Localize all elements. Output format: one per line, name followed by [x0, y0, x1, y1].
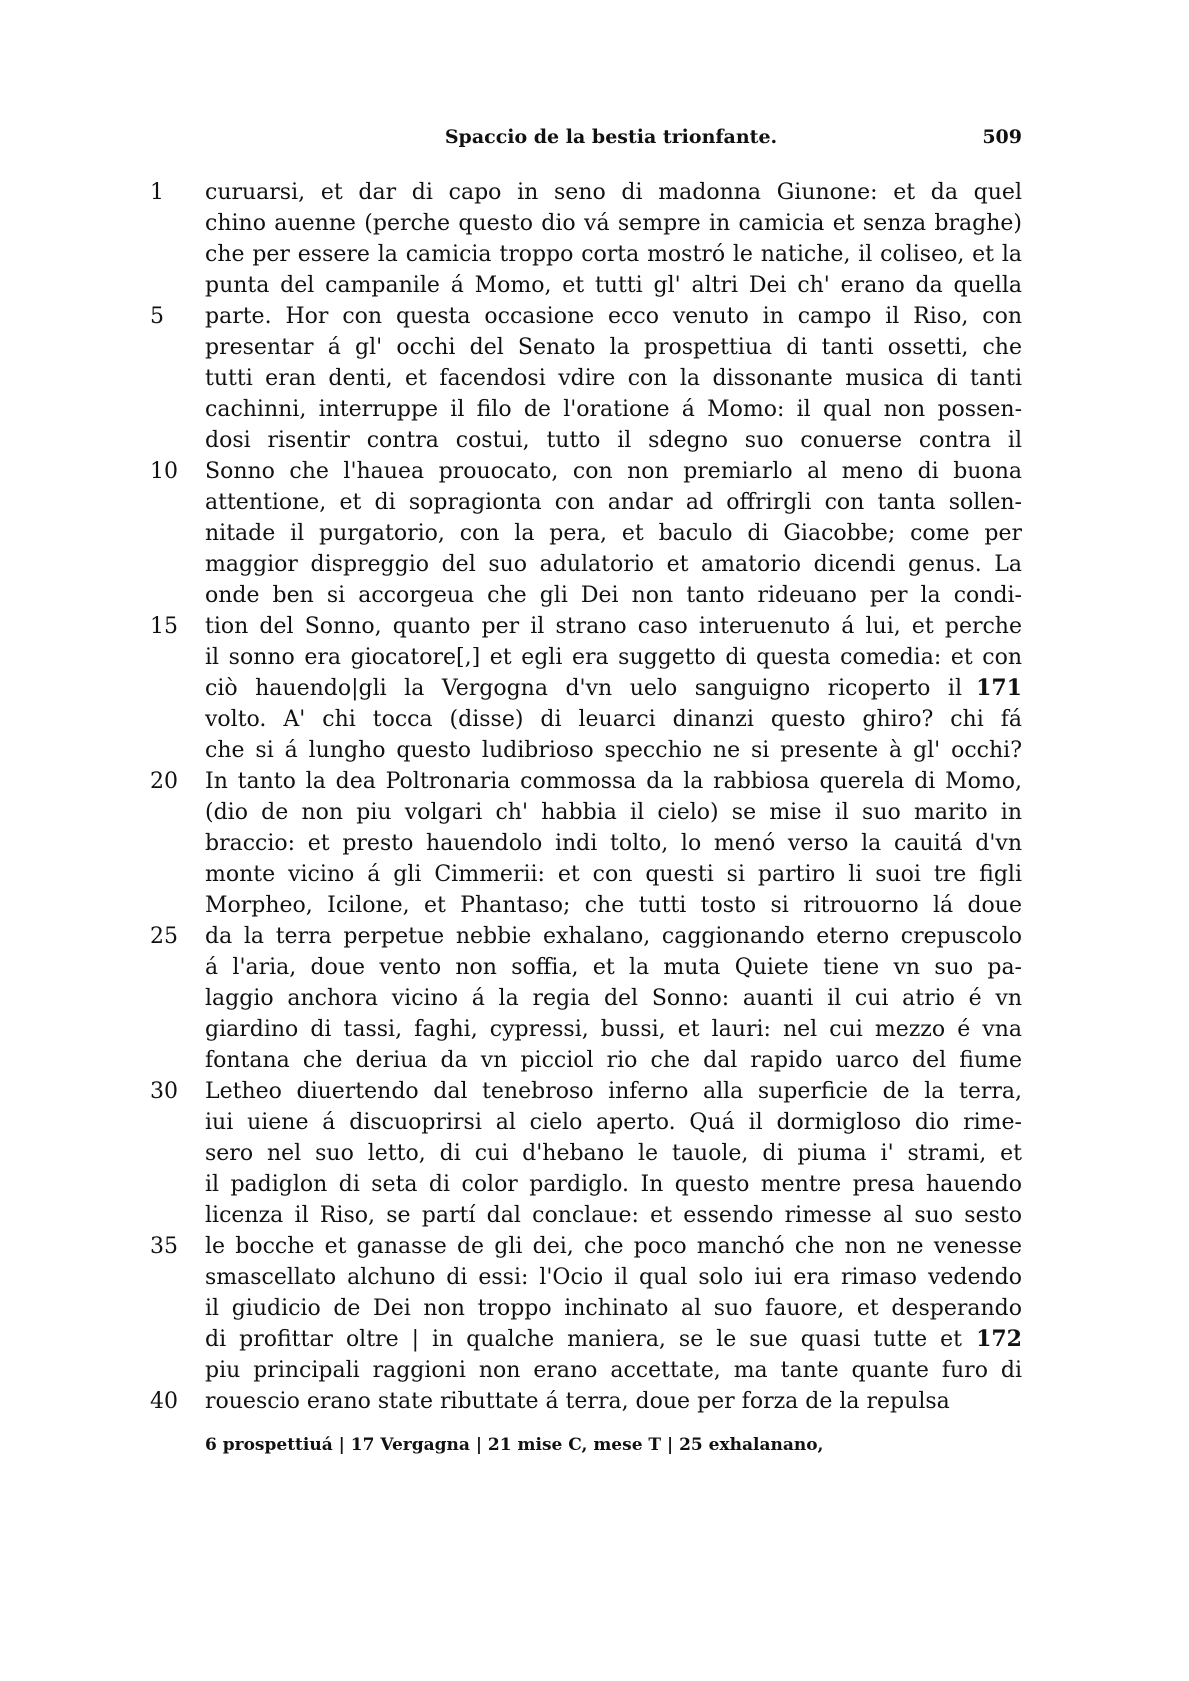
- text-line: [150, 363, 1022, 394]
- line-text: braccio: et presto hauendolo indi tolto, lo menó verso la cauitá d'vn: [205, 831, 1022, 856]
- line-text: nitade il purgatorio, con la pera, et baculo di Giacobbe; come per: [205, 521, 1022, 546]
- text-line: [150, 301, 1022, 332]
- original-page-reference: 171: [976, 675, 1022, 701]
- line-text: iui uiene á discuoprirsi al cielo aperto. Quá il dormigloso dio rime-: [205, 1110, 1022, 1135]
- line-text: onde ben si accorgeua che gli Dei non tanto rideuano per la condi-: [205, 583, 1022, 608]
- line-number: 1: [150, 180, 164, 205]
- text-line: [150, 1231, 1022, 1262]
- line-text: che per essere la camicia troppo corta mostró le natiche, il coliseo, et la: [205, 242, 1022, 267]
- line-text: di profittar oltre | in qualche maniera, se le sue quasi tutte et: [205, 1327, 962, 1352]
- line-text: ciò hauendo|gli la Vergogna d'vn uelo sanguigno ricoperto il: [205, 676, 962, 701]
- line-text: parte. Hor con questa occasione ecco venuto in campo il Riso, con: [205, 304, 1022, 329]
- line-number: 15: [150, 614, 178, 639]
- line-text: che si á lungho questo ludibrioso specchio ne si presente à gl' occhi?: [205, 738, 1022, 763]
- page-header: [200, 122, 1022, 152]
- original-page-reference: 172: [976, 1326, 1022, 1352]
- text-line: [150, 1262, 1022, 1293]
- main-text: [150, 177, 1022, 1417]
- line-number: 5: [150, 304, 164, 329]
- text-line: [150, 766, 1022, 797]
- text-line: [150, 456, 1022, 487]
- line-text: maggior dispreggio del suo adulatorio et amatorio dicendi genus. La: [205, 552, 1022, 577]
- text-line: [150, 580, 1022, 611]
- text-line: [150, 890, 1022, 921]
- text-line: [150, 394, 1022, 425]
- text-line: [150, 177, 1022, 208]
- text-line: [150, 1293, 1022, 1324]
- line-text: tutti eran denti, et facendosi vdire con la dissonante musica di tanti: [205, 366, 1022, 391]
- line-number: 40: [150, 1389, 178, 1414]
- line-text: punta del campanile á Momo, et tutti gl' altri Dei ch' erano da quella: [205, 273, 1022, 298]
- line-text: á l'aria, doue vento non soffia, et la muta Quiete tiene vn suo pa-: [205, 955, 1022, 980]
- line-text: da la terra perpetue nebbie exhalano, caggionando eterno crepuscolo: [205, 924, 1022, 949]
- line-text: sero nel suo letto, di cui d'hebano le tauole, di piuma i' strami, et: [205, 1141, 1022, 1166]
- line-text: dosi risentir contra costui, tutto il sdegno suo conuerse contra il: [205, 428, 1022, 453]
- line-text: licenza il Riso, se partí dal conclaue: et essendo rimesse al suo sesto: [205, 1203, 1022, 1228]
- line-text: Sonno che l'hauea prouocato, con non premiarlo al meno di buona: [205, 459, 1022, 484]
- text-line: [150, 518, 1022, 549]
- line-text: le bocche et ganasse de gli dei, che poco manchó che non ne venesse: [205, 1234, 1022, 1259]
- text-line: [150, 1355, 1022, 1386]
- text-line: [150, 611, 1022, 642]
- line-number: 20: [150, 769, 178, 794]
- line-text: giardino di tassi, faghi, cypressi, bussi, et lauri: nel cui mezzo é vna: [205, 1017, 1022, 1042]
- line-text: chino auenne (perche questo dio vá sempre in camicia et senza braghe): [205, 211, 1022, 236]
- line-text: Letheo diuertendo dal tenebroso inferno alla superficie de la terra,: [205, 1079, 1022, 1104]
- text-line: [150, 642, 1022, 673]
- text-line: [150, 425, 1022, 456]
- line-text: presentar á gl' occhi del Senato la prospettiua di tanti ossetti, che: [205, 335, 1022, 360]
- text-line: [150, 487, 1022, 518]
- text-line: [150, 1324, 1022, 1355]
- text-line: [150, 828, 1022, 859]
- line-text: il sonno era giocatore[,] et egli era suggetto di questa comedia: et con: [205, 645, 1022, 670]
- running-title: Spaccio de la bestia trionfante.: [444, 126, 778, 148]
- text-line: [150, 1045, 1022, 1076]
- text-line: [150, 270, 1022, 301]
- text-line: [150, 859, 1022, 890]
- text-line: [150, 1386, 1022, 1417]
- line-text: monte vicino á gli Cimmerii: et con questi si partiro li suoi tre figli: [205, 862, 1022, 887]
- line-number: 10: [150, 459, 178, 484]
- line-text: il padiglon di seta di color pardiglo. In questo mentre presa hauendo: [205, 1172, 1022, 1197]
- line-text: il giudicio de Dei non troppo inchinato al suo fauore, et desperando: [205, 1296, 1022, 1321]
- text-line: [150, 921, 1022, 952]
- line-text: fontana che deriua da vn picciol rio che dal rapido uarco del fiume: [205, 1048, 1022, 1073]
- text-line: [150, 239, 1022, 270]
- text-line: [150, 1107, 1022, 1138]
- line-number: 35: [150, 1234, 178, 1259]
- line-text: volto. A' chi tocca (disse) di leuarci dinanzi questo ghiro? chi fá: [205, 707, 1022, 732]
- text-line: [150, 704, 1022, 735]
- line-text: laggio anchora vicino á la regia del Sonno: auanti il cui atrio é vn: [205, 986, 1022, 1011]
- line-text: tion del Sonno, quanto per il strano caso interuenuto á lui, et perche: [205, 614, 1022, 639]
- text-line: [150, 1138, 1022, 1169]
- line-text: smascellato alchuno di essi: l'Ocio il qual solo iui era rimaso vedendo: [205, 1265, 1022, 1290]
- text-line: [150, 1014, 1022, 1045]
- line-text: attentione, et di sopragionta con andar ad offrirgli con tanta sollen-: [205, 490, 1022, 515]
- text-line: [150, 983, 1022, 1014]
- line-text: piu principali raggioni non erano accettate, ma tante quante furo di: [205, 1358, 1022, 1383]
- text-line: [150, 1169, 1022, 1200]
- text-line: [150, 208, 1022, 239]
- line-text: (dio de non piu volgari ch' habbia il cielo) se mise il suo marito in: [205, 800, 1022, 825]
- line-text: Morpheo, Icilone, et Phantaso; che tutti tosto si ritrouorno lá doue: [205, 893, 1022, 918]
- text-line: [150, 735, 1022, 766]
- text-line: [150, 1200, 1022, 1231]
- text-line: [150, 952, 1022, 983]
- page-number: 509: [982, 126, 1022, 148]
- line-number: 25: [150, 924, 178, 949]
- line-text: curuarsi, et dar di capo in seno di madonna Giunone: et da quel: [205, 180, 1022, 205]
- critical-apparatus: 6 prospettiuá | 17 Vergagna | 21 mise C, mese T | 25 exhalanano,: [205, 1435, 824, 1455]
- line-text: In tanto la dea Poltronaria commossa da la rabbiosa querela di Momo,: [205, 769, 1022, 794]
- text-line: [150, 332, 1022, 363]
- line-text: cachinni, interruppe il filo de l'oratione á Momo: il qual non possen-: [205, 397, 1022, 422]
- text-line: [150, 1076, 1022, 1107]
- text-line: [150, 549, 1022, 580]
- text-line: [150, 797, 1022, 828]
- text-line: [150, 673, 1022, 704]
- line-text: rouescio erano state ributtate á terra, doue per forza de la repulsa: [205, 1389, 950, 1414]
- line-number: 30: [150, 1079, 178, 1104]
